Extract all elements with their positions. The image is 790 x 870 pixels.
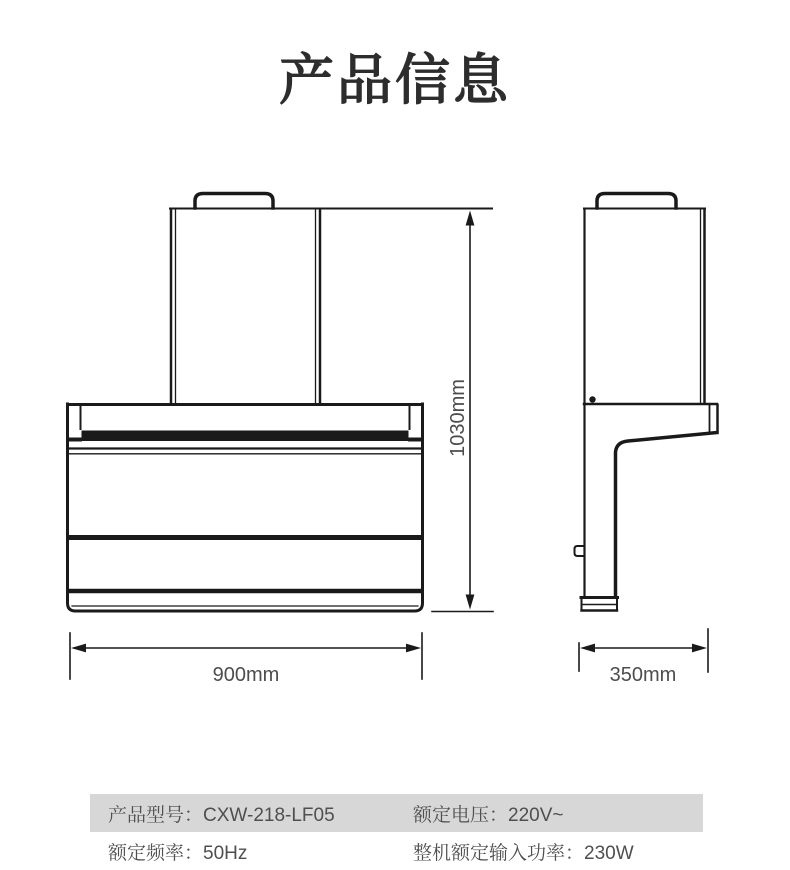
spec-value-model: CXW-218-LF05 xyxy=(203,804,335,826)
dimension-height-1030 xyxy=(432,211,493,612)
spec-row-2 xyxy=(90,832,703,870)
front-lamp-band-right-end xyxy=(408,438,421,442)
height-dimension-label: 1030mm xyxy=(447,379,469,457)
spec-value-frequency: 50Hz xyxy=(203,842,248,864)
spec-label-power: 整机额定输入功率： xyxy=(413,842,585,864)
front-lamp-band-left-end xyxy=(69,438,82,442)
dimension-depth-350 xyxy=(579,629,708,686)
depth-dimension-label: 350mm xyxy=(609,664,677,686)
front-duct-cap xyxy=(195,194,273,209)
side-back-tab xyxy=(575,546,585,556)
side-duct-cap xyxy=(597,194,676,209)
spec-table xyxy=(90,794,703,870)
front-view xyxy=(68,194,493,612)
side-view xyxy=(575,194,718,611)
spec-label-frequency: 额定频率： xyxy=(108,842,204,864)
width-dim-arrow-right xyxy=(406,644,421,653)
spec-row-1 xyxy=(90,794,703,832)
side-screw-dot xyxy=(589,396,595,402)
depth-dim-arrow-left xyxy=(580,644,595,653)
page-title: 产品信息 xyxy=(278,49,511,111)
spec-cell-model xyxy=(90,800,395,827)
spec-label-voltage: 额定电压： xyxy=(413,804,509,826)
spec-value-power: 230W xyxy=(584,842,634,864)
spec-cell-power xyxy=(395,838,703,865)
dimension-width-900 xyxy=(70,633,422,686)
spec-cell-frequency xyxy=(90,838,395,865)
width-dimension-label: 900mm xyxy=(212,664,280,686)
spec-label-model: 产品型号： xyxy=(108,804,204,826)
height-dim-arrow-top xyxy=(466,211,475,226)
depth-dim-arrow-right xyxy=(692,644,707,653)
width-dim-arrow-left xyxy=(71,644,86,653)
spec-cell-voltage xyxy=(395,800,703,827)
height-dim-arrow-bottom xyxy=(466,595,475,610)
side-underside-slope xyxy=(616,433,718,597)
spec-value-voltage: 220V~ xyxy=(508,804,564,826)
front-lamp-band xyxy=(82,431,409,442)
